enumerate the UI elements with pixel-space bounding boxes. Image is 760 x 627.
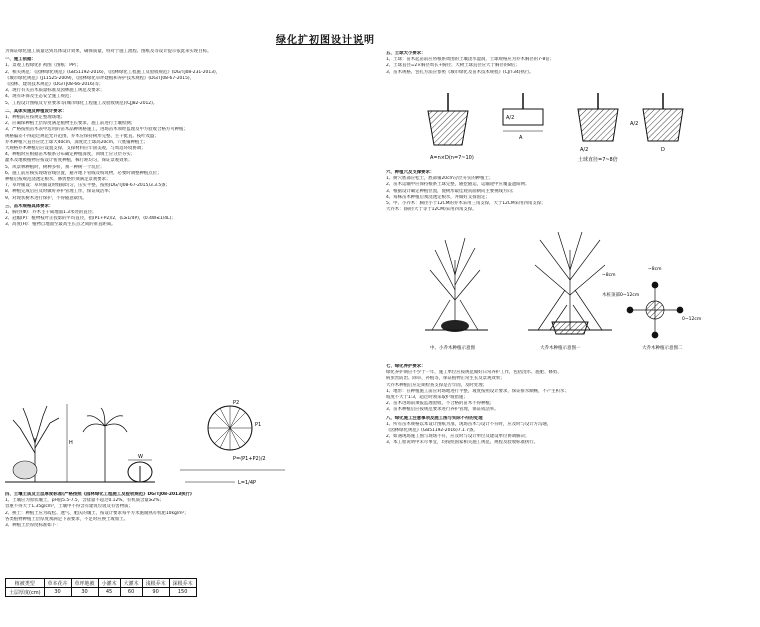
- text-line: 《城市绿化规范》(J11525-2009)，《园林绿化草坪建植和养护技术规程》(DG/TJ08-67-2015)，: [5, 75, 194, 81]
- text-line: 1、胸径(Φ)：乔木主干离地面1.3米处的直径；: [5, 210, 97, 216]
- ball-label: 木桩顶部0~12cm: [602, 293, 640, 298]
- label-l: L=1/4P: [238, 480, 257, 486]
- table-cell: 45: [98, 588, 120, 597]
- text-line: 3、苗木规格、包扎方法应参照《城市绿化及苗木技术规程》(CJ/T34)执行。: [386, 69, 534, 75]
- title-underline: [276, 44, 364, 45]
- text-line: 3、现行有关苗木质量标准及园林施工规范及要求；: [5, 88, 105, 94]
- caption-large-tree-2: 大乔木种植示意图二: [642, 346, 683, 351]
- text-line: 3、高度(H)：植物自地面至最高生长点之间的垂直距离。: [5, 222, 116, 228]
- soil-ball-2: [503, 93, 543, 141]
- table-header-cell: 小灌木: [98, 579, 120, 588]
- text-line: 各类植物种植土层厚度须满足下表要求，不足时应换土或加土。: [5, 516, 128, 522]
- support-plan-icon: [627, 282, 683, 338]
- label-w: W: [138, 454, 143, 460]
- table-header-cell: 大灌木: [120, 579, 142, 588]
- text-line: 3、种植土层厚度标准如下：: [5, 523, 61, 529]
- table-cell: 150: [169, 588, 196, 597]
- text-line: 4、种植时应根据苗木根系分布确定种植深度，回填土应分层夯实；: [5, 152, 136, 158]
- section-heading: 八、绿化施工注意事项及施工图与实际不符的处理: [386, 415, 483, 421]
- soil-ball-1: [428, 93, 474, 161]
- svg-text:A/2: A/2: [630, 121, 639, 127]
- caption-small-tree: 中、小乔木种植示意图: [430, 346, 475, 351]
- text-line: 1、所有苗木规格以本设计图纸为准，现场苗木与设计不符时，应及时与设计方沟通，: [386, 421, 552, 427]
- text-line: 2、冠幅(P)：植物枝叶正投影的平均直径，指(P1+P2)/2，(L≥1/4P)，(0.4W≤1/4L)；: [5, 216, 176, 222]
- section-heading: 二、具体实施及种植设计要求：: [5, 108, 67, 114]
- shrub-icon: [128, 462, 152, 482]
- section-heading: 一、施工依据：: [5, 57, 36, 63]
- caption-large-tree-1: 大乔木种植示意图一: [540, 346, 581, 351]
- table-row-label: 土层厚度(cm): [6, 588, 45, 597]
- text-line: 大乔木：(胸径大于等于12CM)采用四角支撑。: [386, 207, 477, 213]
- soil-table-row: [6, 588, 197, 597]
- label-p-formula: P=(P1+P2)/2: [233, 456, 266, 462]
- text-line: 1、地形：在种植施工前应对场地进行平整，坡度按照设计要求，保证排水顺畅，不产生积水；: [386, 388, 569, 394]
- soil-ball-figure: [418, 91, 690, 165]
- text-line: 2、应确保种植土层厚度满足植物生长要求，施工前进行土壤检测；: [5, 121, 136, 127]
- text-line: 5、工程设计图纸及专业要求等(城市绿化工程施工及验收规范)(CJJ82-2012)。: [5, 100, 158, 106]
- large-tree-icon: [535, 232, 605, 330]
- text-line: 1、土球：苗木起苗前应将根系周围的土壤浇水湿润，土球规格应为乔木胸径的7-8倍；: [386, 57, 555, 63]
- left-column: [5, 49, 377, 229]
- table-header-cell: 草坪地被: [71, 579, 98, 588]
- section-heading: 六、种植穴及支撑要求：: [386, 170, 435, 175]
- text-line: 1、景观工程绿化扩初图（图纸：PP）；: [5, 63, 82, 69]
- svg-text:土球直径=7~8倍: 土球直径=7~8倍: [578, 157, 618, 163]
- table-header-cell: 植被类型: [6, 579, 45, 588]
- depth-label-2: ~8cm: [648, 267, 662, 272]
- text-line: 6、施工前应核实现场管线位置，避开地下管线及构筑物，必要时调整种植点位；: [5, 170, 162, 176]
- text-line: 灌木及地被植物应按设计密度种植，株行距均匀，保证景观效果；: [5, 158, 133, 164]
- maintenance-section: [386, 362, 758, 447]
- text-line: 种植后按规范浇透定根水，修剪整形须满足景观要求；: [5, 177, 111, 183]
- soil-depth-table: [5, 578, 197, 597]
- text-line: 乔木种植穴直径应比土球大40cm，深度比土球高20cm，穴底铺种植土；: [5, 139, 149, 145]
- small-tree-icon: [430, 238, 480, 330]
- text-line: 2、换土：种植土应为疏松、透气、肥沃的壤土，按设计要求每平方米施腐熟有机肥10kg/m²；: [5, 510, 189, 516]
- tree-measure-figure: [5, 398, 285, 486]
- text-line: 8、种植完成后应及时做好养护管理工作，保证成活率；: [5, 189, 114, 195]
- svg-text:A: A: [519, 135, 523, 141]
- label-p1: P1: [255, 422, 262, 428]
- table-header-cell: 深根乔木: [169, 579, 196, 588]
- text-line: 大规格乔木种植后应设置支撑，支撑材料应牢固美观，与周边环境协调；: [5, 146, 146, 152]
- text-line: 病虫害防治、除草、补植等，保证植物正常生长及景观效果；: [386, 376, 505, 382]
- text-line: 容重不得大于1.35g/cm³，土壤中不得含有建筑垃圾及有害物质；: [5, 504, 133, 510]
- text-line: 规格偏差不得超过规范允许范围，乔木应保持树形完整、主干挺直、枝叶茂盛；: [5, 133, 159, 139]
- text-line: 1、种植前应按规定整理场地；: [5, 115, 65, 121]
- text-line: 1、土壤应为原状壤土，pH值5.5-7.5，含盐量不超过0.12%，有机质含量≥2%；: [5, 498, 164, 504]
- page-title: 绿化扩初图设计说明: [276, 35, 375, 46]
- soil-table-header-row: [6, 579, 197, 588]
- text-line: 2、土球直径=2×胸径周长+胸径；大树土球直径应大于胸径的8倍；: [386, 63, 520, 69]
- soil-ball-4: [630, 93, 683, 153]
- svg-text:A=n×D(n=7~10): A=n×D(n=7~10): [430, 155, 474, 161]
- palm-tree-icon: [83, 408, 127, 482]
- text-line: 9、对现状树木进行保护，不得随意砍伐。: [5, 195, 87, 201]
- section-heading: 七、绿化养护要求：: [386, 364, 426, 369]
- section-heading: 五、土球大小要求：: [386, 51, 426, 56]
- label-h: H: [69, 440, 73, 446]
- text-line: 2、如遇现场施工图与现场不符，应及时与设计单位及建设单位协调解决；: [386, 434, 530, 440]
- text-line: 绿化养护期应不少于一年，施工单位应按规范做好日常养护工作，包括浇水、施肥、修剪、: [386, 370, 562, 376]
- text-line: 5、中、小乔木：胸径小于12CM的乔木采用三角支撑，大于12CM采用四角支撑；: [386, 201, 546, 207]
- intro-text: 为保证绿化施工质量达到具体设计效果，确保质量，特对于施工流程、图纸及等设计提示依此来实现目标。: [5, 49, 212, 54]
- planting-section: [386, 168, 758, 213]
- text-line: 2、相关规范：《园林绿化规范》(GB51192-2016)，《园林绿化工程施工及验收规范》(DG/TJ08-231-2013)，: [5, 69, 221, 75]
- tree-planting-figure: [420, 230, 740, 352]
- table-header-cell: 浅根乔木: [142, 579, 169, 588]
- section-heading: 四、土壤土质及土层厚度标准(严格按照《园林绿化工程施工及验收规范》DG/TJ08-2013执行): [5, 492, 192, 497]
- table-cell: 90: [142, 588, 169, 597]
- text-line: 7、草坪铺设：草块铺设时缝隙均匀，压实平整，按照(DG/TJ08-67-2015)3.3.5条；: [5, 183, 170, 189]
- text-line: 大乔木种植后应定期检查支撑是否牢固，及时处理；: [386, 382, 487, 388]
- svg-text:D: D: [661, 147, 665, 153]
- table-cell: 30: [71, 588, 98, 597]
- pile-label: 0~12cm: [682, 317, 702, 322]
- text-line: 1、树穴底部应松土，底部铺20cm分层夯实的种植土；: [386, 176, 494, 182]
- table-header-cell: 草本花卉: [44, 579, 71, 588]
- soil-section: [5, 490, 377, 529]
- text-line: 3、本工程说明中未尽事宜，均按照国家相关施工规范、规程及验收标准执行。: [386, 440, 539, 446]
- svg-text:A/2: A/2: [506, 115, 515, 121]
- label-p2: P2: [233, 400, 240, 406]
- text-line: 5、风景林种植时，树种多样，须一种树一个坑位；: [5, 164, 105, 170]
- table-cell: 30: [44, 588, 71, 597]
- section-heading: 三、苗木规格具体要求：: [5, 203, 54, 209]
- soil-ball-3: [578, 93, 618, 163]
- table-cell: 60: [120, 588, 142, 597]
- text-line: 2、苗木进场前须报监理验收，不合格的苗木不得种植；: [386, 401, 495, 407]
- text-line: 《园林绿化规范》(GB51192-2016)7.1.7条。: [386, 428, 478, 434]
- svg-text:A/2: A/2: [580, 147, 589, 153]
- text-line: 3、严格按照苗木表中选用的苗木品种规格施工，进场苗木须经监理及甲方验收合格方可种植；: [5, 127, 188, 133]
- text-line: 4、每株苗木种植后须浇透定根水，并做好支撑固定；: [386, 194, 490, 200]
- text-line: 3、苗木种植后应按规范要求进行养护管理，保证成活率。: [386, 407, 499, 413]
- text-line: 4、现有环保及生态安全施工规范；: [5, 94, 74, 100]
- depth-label-1: ~8cm: [602, 273, 616, 278]
- text-line: 坡度不大于1:3，超过时须采取护坡措施；: [386, 395, 468, 401]
- text-line: 《园林、建筑技术规范》(DG/TJ08-66-2016)等；: [5, 82, 104, 88]
- text-line: 3、根据设计确定种植位置，使树形最佳观赏面朝向主要视线方向；: [386, 188, 517, 194]
- text-line: 2、苗木运输中应保持根系土球完整，随挖随运，运输途中应覆盖遮阳网；: [386, 182, 530, 188]
- right-column: [386, 49, 758, 76]
